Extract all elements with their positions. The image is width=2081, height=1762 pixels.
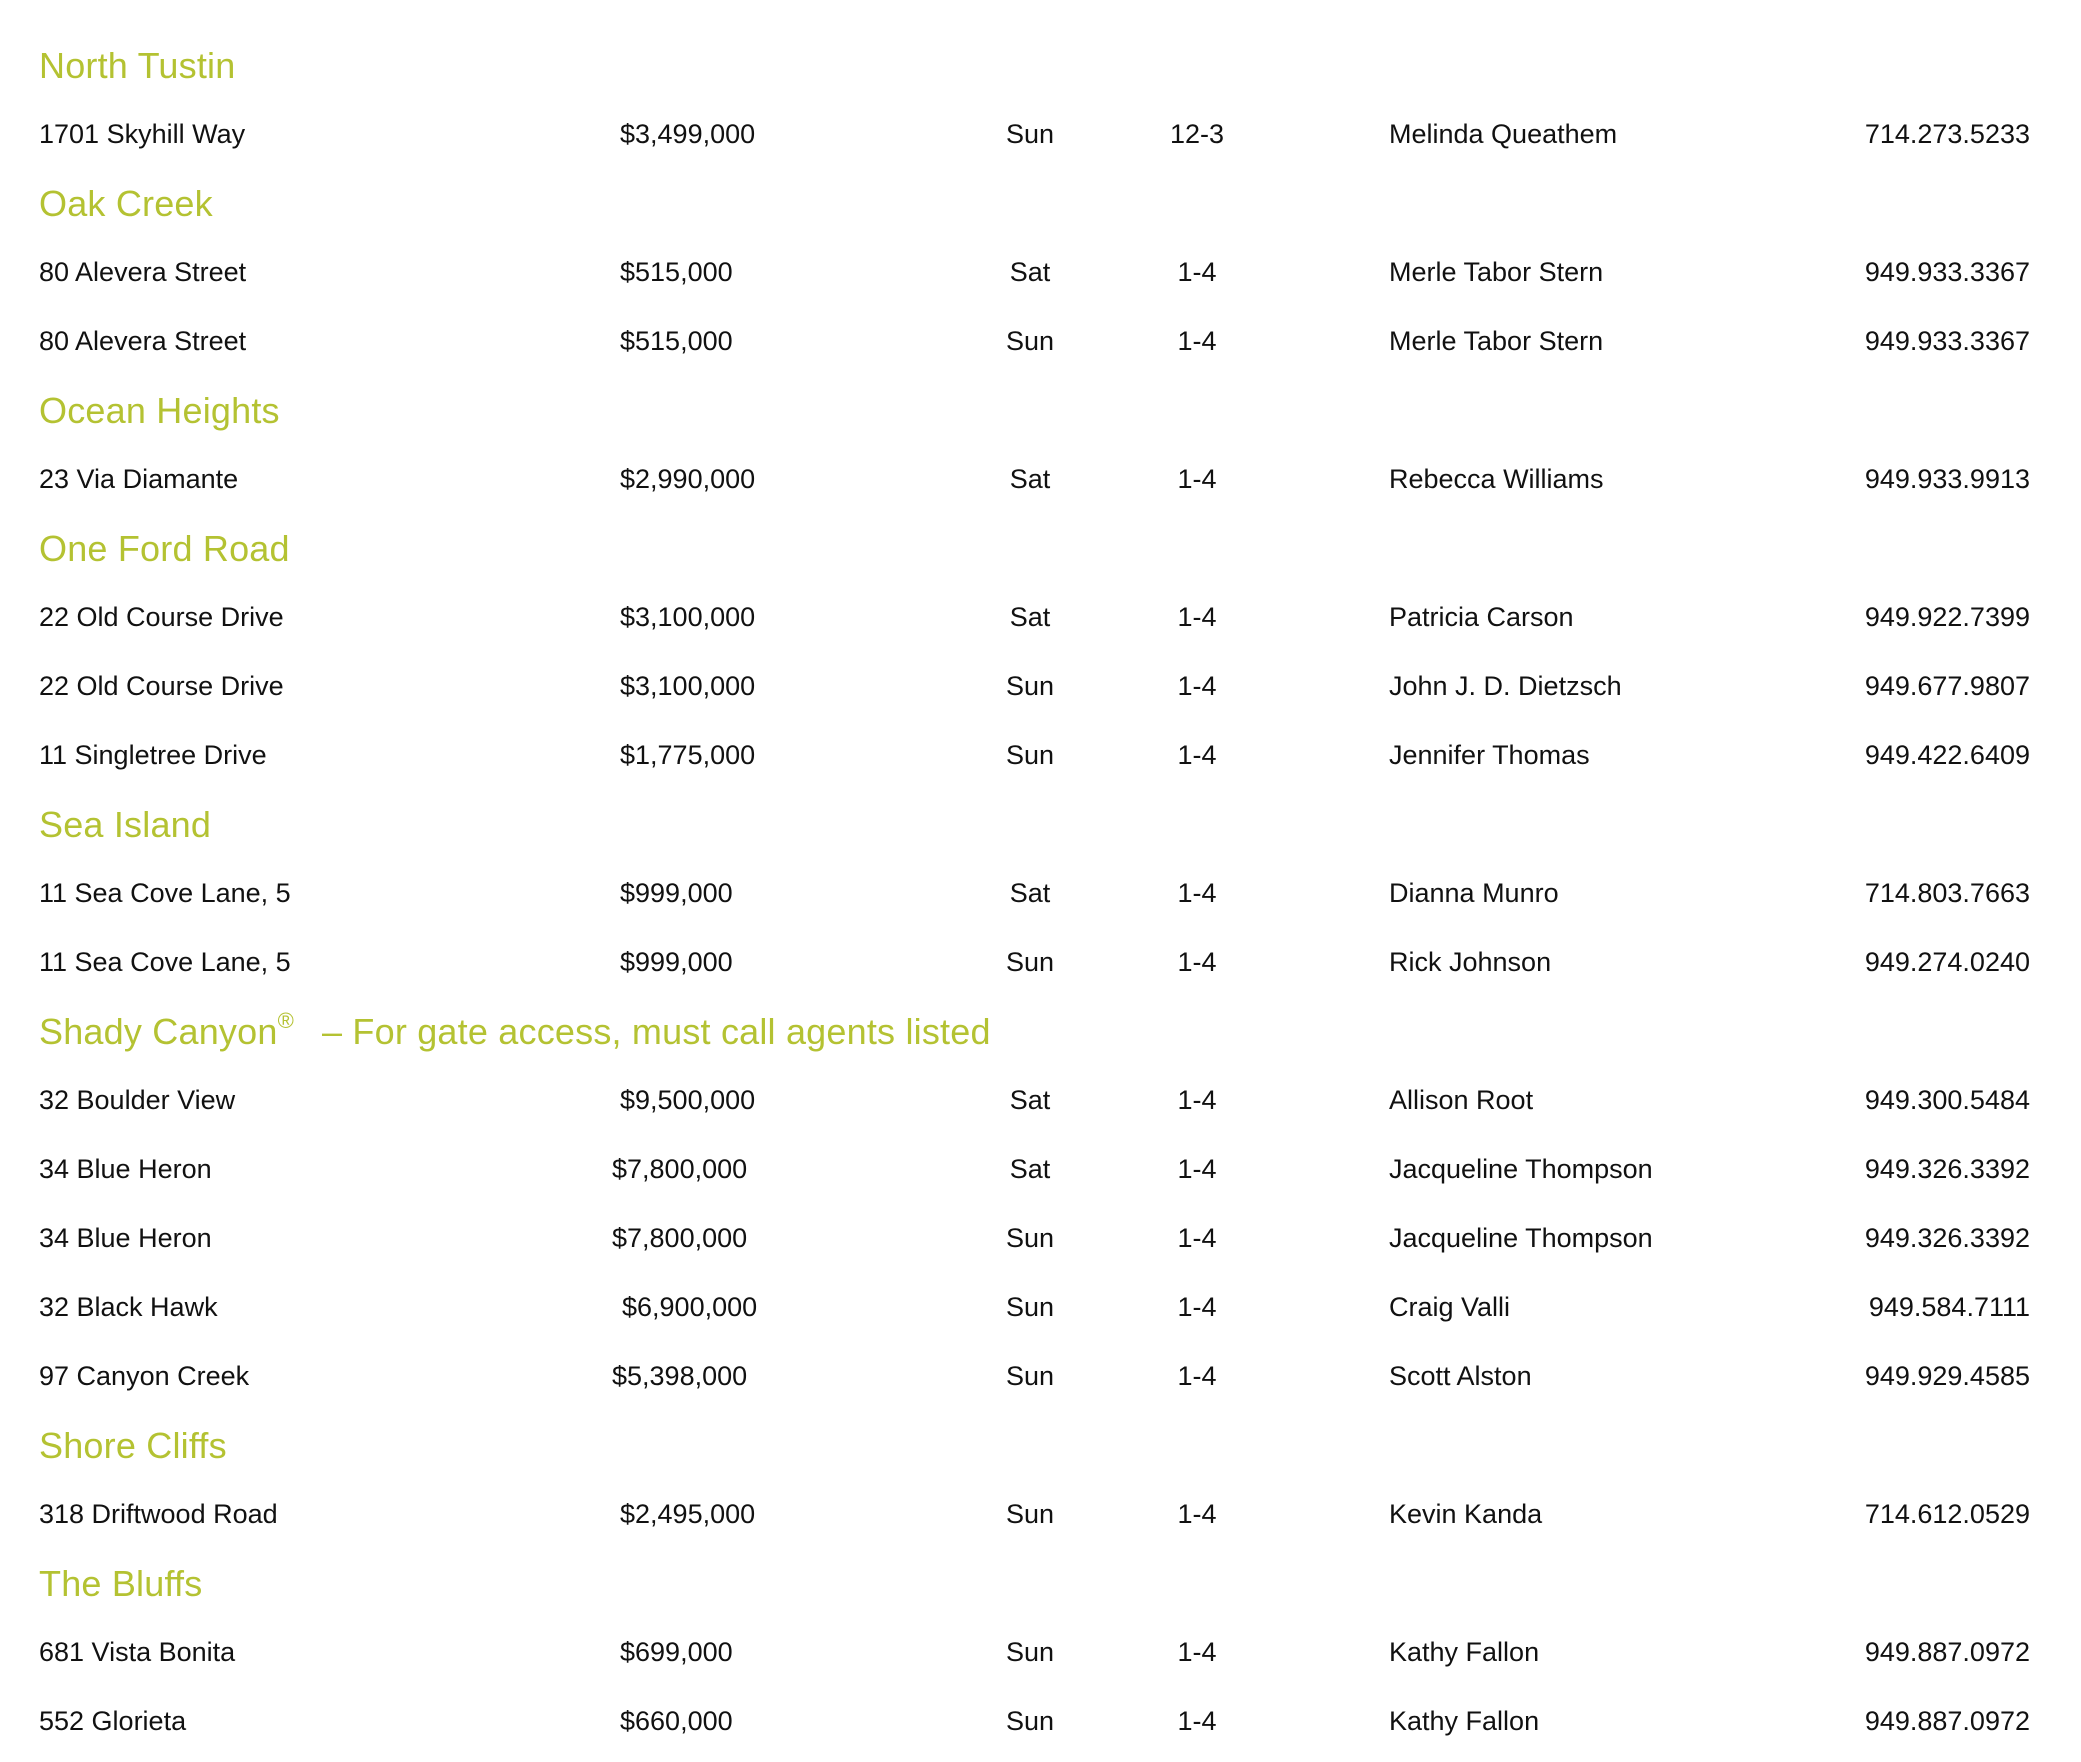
open-house-time: 1-4 xyxy=(1177,1223,1217,1253)
section-heading xyxy=(0,790,2081,859)
section-heading xyxy=(0,1411,2081,1480)
agent-phone: 714.803.7663 xyxy=(1864,878,2030,908)
listing-price: $515,000 xyxy=(620,326,733,356)
listing-address: 318 Driftwood Road xyxy=(39,1499,278,1529)
listing-row xyxy=(0,583,2081,652)
open-house-time: 1-4 xyxy=(1177,326,1217,356)
section-heading xyxy=(0,997,2081,1066)
open-house-day: Sun xyxy=(1005,1292,1055,1322)
open-house-day: Sun xyxy=(1005,740,1055,770)
section-note: – For gate access, must call agents listed xyxy=(321,1011,991,1052)
agent-name: Kathy Fallon xyxy=(1389,1637,1540,1667)
agent-phone: 949.933.3367 xyxy=(1864,326,2030,356)
listing-address: 34 Blue Heron xyxy=(39,1223,212,1253)
open-house-time: 1-4 xyxy=(1177,602,1217,632)
listing-row xyxy=(0,928,2081,997)
agent-phone: 949.326.3392 xyxy=(1864,1223,2030,1253)
listing-price: $660,000 xyxy=(620,1706,733,1736)
open-house-day: Sat xyxy=(1009,878,1051,908)
open-house-day: Sun xyxy=(1005,947,1055,977)
listing-row xyxy=(0,1618,2081,1687)
section-heading xyxy=(0,31,2081,100)
section-name: Shady Canyon xyxy=(39,1011,278,1052)
listing-price: $1,775,000 xyxy=(620,740,756,770)
listing-price: $7,800,000 xyxy=(612,1223,748,1253)
open-house-list xyxy=(0,31,2081,1756)
agent-name: Scott Alston xyxy=(1389,1361,1532,1391)
listing-price: $515,000 xyxy=(620,257,733,287)
listing-row xyxy=(0,1687,2081,1756)
section-name: Shore Cliffs xyxy=(39,1425,227,1466)
agent-name: Dianna Munro xyxy=(1389,878,1559,908)
open-house-time: 1-4 xyxy=(1177,1085,1217,1115)
listing-price: $999,000 xyxy=(620,947,733,977)
open-house-day: Sun xyxy=(1005,1361,1055,1391)
open-house-day: Sat xyxy=(1009,1085,1051,1115)
listing-price: $699,000 xyxy=(620,1637,733,1667)
agent-phone: 949.922.7399 xyxy=(1864,602,2030,632)
listing-address: 23 Via Diamante xyxy=(39,464,239,494)
listing-row xyxy=(0,652,2081,721)
open-house-time: 1-4 xyxy=(1177,1154,1217,1184)
listing-row xyxy=(0,238,2081,307)
section-heading xyxy=(0,376,2081,445)
listing-address: 97 Canyon Creek xyxy=(39,1361,250,1391)
section-name: North Tustin xyxy=(39,45,236,86)
open-house-time: 1-4 xyxy=(1177,1292,1217,1322)
open-house-time: 1-4 xyxy=(1177,1361,1217,1391)
open-house-time: 12-3 xyxy=(1169,119,1225,149)
listing-price: $3,100,000 xyxy=(620,671,756,701)
registered-mark: ® xyxy=(277,1008,294,1033)
listing-address: 11 Singletree Drive xyxy=(39,740,267,770)
agent-phone: 949.326.3392 xyxy=(1864,1154,2030,1184)
agent-name: John J. D. Dietzsch xyxy=(1389,671,1622,701)
listing-price: $2,495,000 xyxy=(620,1499,756,1529)
open-house-day: Sat xyxy=(1009,464,1051,494)
agent-phone: 949.887.0972 xyxy=(1864,1706,2030,1736)
listing-row xyxy=(0,1066,2081,1135)
listing-price: $7,800,000 xyxy=(612,1154,748,1184)
listing-address: 552 Glorieta xyxy=(39,1706,187,1736)
listing-address: 22 Old Course Drive xyxy=(39,602,284,632)
section-name: Sea Island xyxy=(39,804,212,845)
open-house-time: 1-4 xyxy=(1177,1499,1217,1529)
agent-name: Kathy Fallon xyxy=(1389,1706,1540,1736)
agent-name: Rick Johnson xyxy=(1389,947,1552,977)
open-house-time: 1-4 xyxy=(1177,257,1217,287)
agent-phone: 949.300.5484 xyxy=(1864,1085,2030,1115)
agent-phone: 949.422.6409 xyxy=(1864,740,2030,770)
listing-price: $5,398,000 xyxy=(612,1361,748,1391)
section-name: The Bluffs xyxy=(39,1563,203,1604)
section-name: Ocean Heights xyxy=(39,390,280,431)
open-house-time: 1-4 xyxy=(1177,1706,1217,1736)
listing-row xyxy=(0,859,2081,928)
agent-phone: 949.677.9807 xyxy=(1864,671,2030,701)
open-house-day: Sat xyxy=(1009,257,1051,287)
open-house-day: Sun xyxy=(1005,1637,1055,1667)
agent-name: Merle Tabor Stern xyxy=(1389,326,1604,356)
open-house-day: Sat xyxy=(1009,1154,1051,1184)
listing-address: 681 Vista Bonita xyxy=(39,1637,236,1667)
open-house-day: Sun xyxy=(1005,671,1055,701)
listing-row xyxy=(0,1135,2081,1204)
listing-address: 80 Alevera Street xyxy=(39,326,247,356)
agent-name: Merle Tabor Stern xyxy=(1389,257,1604,287)
section-name: Oak Creek xyxy=(39,183,213,224)
listing-address: 34 Blue Heron xyxy=(39,1154,212,1184)
agent-phone: 949.929.4585 xyxy=(1864,1361,2030,1391)
open-house-day: Sun xyxy=(1005,1223,1055,1253)
open-house-day: Sun xyxy=(1005,119,1055,149)
listing-address: 80 Alevera Street xyxy=(39,257,247,287)
agent-phone: 949.933.3367 xyxy=(1864,257,2030,287)
listing-row xyxy=(0,1342,2081,1411)
section-heading xyxy=(0,1549,2081,1618)
listing-row xyxy=(0,721,2081,790)
agent-phone: 714.273.5233 xyxy=(1864,119,2030,149)
agent-name: Kevin Kanda xyxy=(1389,1499,1543,1529)
agent-name: Patricia Carson xyxy=(1389,602,1574,632)
listing-row xyxy=(0,1273,2081,1342)
listing-address: 11 Sea Cove Lane, 5 xyxy=(39,878,291,908)
listing-price: $6,900,000 xyxy=(622,1292,758,1322)
agent-name: Melinda Queathem xyxy=(1389,119,1618,149)
listing-address: 32 Black Hawk xyxy=(39,1292,218,1322)
listing-price: $999,000 xyxy=(620,878,733,908)
open-house-time: 1-4 xyxy=(1177,464,1217,494)
agent-name: Craig Valli xyxy=(1389,1292,1511,1322)
agent-name: Rebecca Williams xyxy=(1389,464,1604,494)
listing-row xyxy=(0,100,2081,169)
agent-name: Jennifer Thomas xyxy=(1389,740,1590,770)
agent-name: Jacqueline Thompson xyxy=(1389,1223,1653,1253)
section-name: One Ford Road xyxy=(39,528,290,569)
open-house-time: 1-4 xyxy=(1177,1637,1217,1667)
listing-price: $9,500,000 xyxy=(620,1085,756,1115)
listing-price: $2,990,000 xyxy=(620,464,756,494)
listing-row xyxy=(0,1480,2081,1549)
listing-address: 11 Sea Cove Lane, 5 xyxy=(39,947,291,977)
open-house-day: Sun xyxy=(1005,1706,1055,1736)
agent-phone: 949.274.0240 xyxy=(1864,947,2030,977)
open-house-time: 1-4 xyxy=(1177,671,1217,701)
listing-address: 22 Old Course Drive xyxy=(39,671,284,701)
agent-name: Jacqueline Thompson xyxy=(1389,1154,1653,1184)
agent-phone: 949.933.9913 xyxy=(1864,464,2030,494)
open-house-time: 1-4 xyxy=(1177,878,1217,908)
open-house-day: Sat xyxy=(1009,602,1051,632)
agent-name: Allison Root xyxy=(1389,1085,1534,1115)
open-house-time: 1-4 xyxy=(1177,947,1217,977)
open-house-day: Sun xyxy=(1005,326,1055,356)
listing-row xyxy=(0,1204,2081,1273)
listing-price: $3,499,000 xyxy=(620,119,756,149)
section-heading xyxy=(0,514,2081,583)
agent-phone: 949.584.7111 xyxy=(1868,1292,2030,1322)
listing-address: 32 Boulder View xyxy=(39,1085,236,1115)
listing-address: 1701 Skyhill Way xyxy=(39,119,246,149)
open-house-day: Sun xyxy=(1005,1499,1055,1529)
listing-price: $3,100,000 xyxy=(620,602,756,632)
agent-phone: 714.612.0529 xyxy=(1864,1499,2030,1529)
open-house-time: 1-4 xyxy=(1177,740,1217,770)
agent-phone: 949.887.0972 xyxy=(1864,1637,2030,1667)
section-heading xyxy=(0,169,2081,238)
listing-row xyxy=(0,307,2081,376)
listing-row xyxy=(0,445,2081,514)
